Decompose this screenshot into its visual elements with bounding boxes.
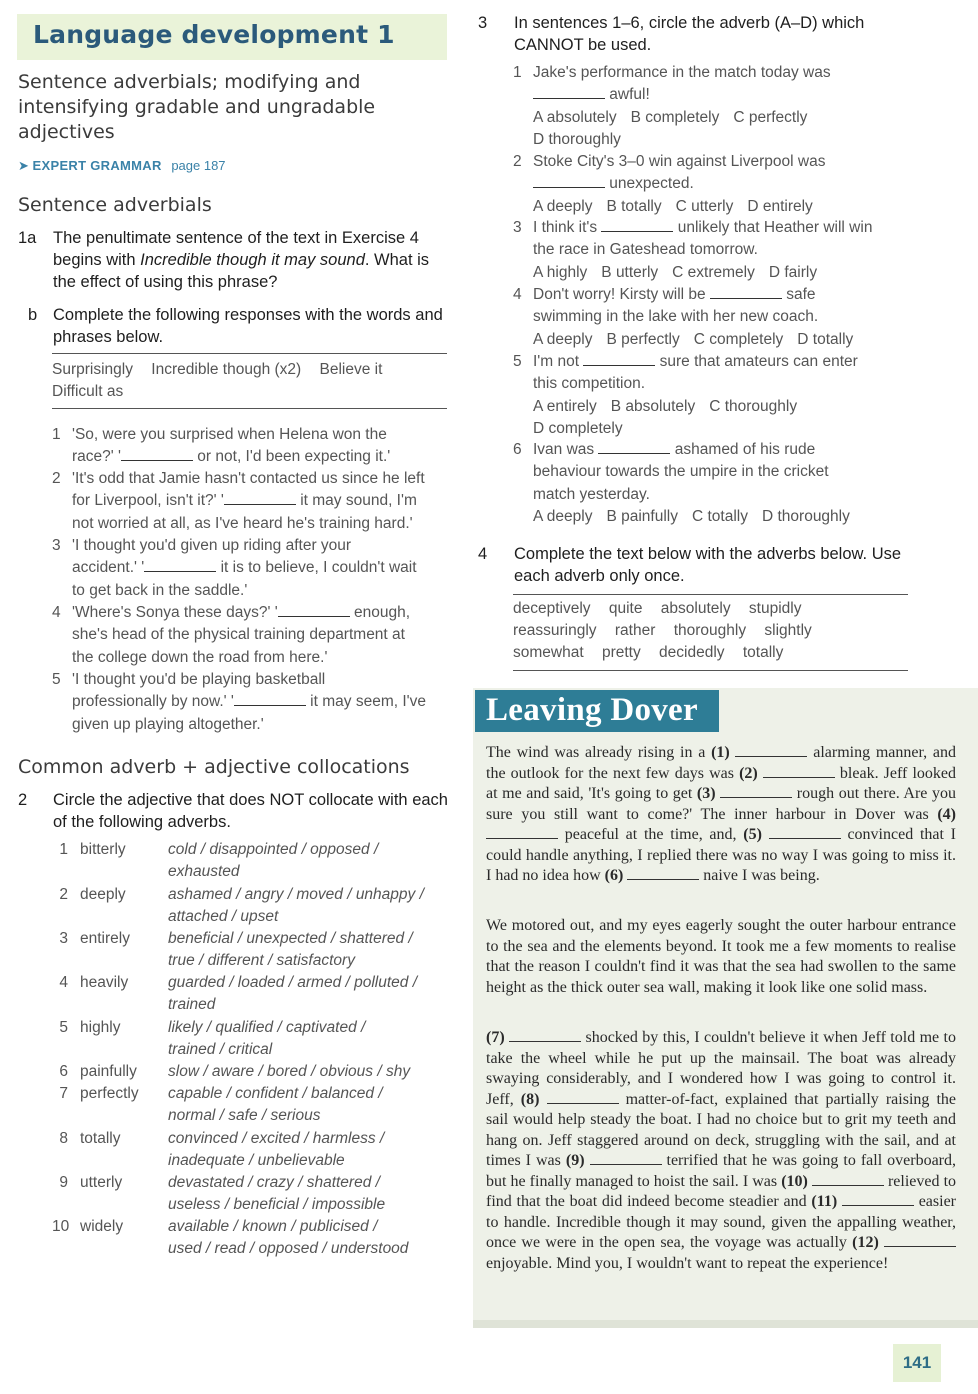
item-line: 'It's odd that Jamie hasn't contacted us since he left bbox=[72, 470, 425, 487]
answer-blank[interactable] bbox=[224, 490, 296, 505]
answer-option[interactable]: B completely bbox=[630, 108, 720, 126]
adjective-options[interactable] bbox=[168, 928, 438, 973]
item-text bbox=[533, 439, 864, 528]
exercise-1a bbox=[18, 227, 448, 293]
item-line: professionally by now.' ' bbox=[72, 693, 234, 711]
answer-option[interactable]: B perfectly bbox=[606, 330, 680, 348]
adverb: utterly bbox=[80, 1174, 123, 1191]
item-line: Don't worry! Kirsty will be bbox=[533, 286, 710, 303]
answer-option[interactable]: C utterly bbox=[675, 197, 734, 215]
exercise-1b bbox=[28, 304, 448, 348]
exercise-1a-number: 1a bbox=[18, 229, 37, 247]
adverb: deeply bbox=[80, 886, 126, 903]
page-number: 141 bbox=[893, 1344, 941, 1382]
word-chip: Incredible though (x2) bbox=[151, 361, 302, 378]
answer-option[interactable]: D fairly bbox=[768, 263, 818, 281]
options-row bbox=[533, 420, 637, 437]
heading-sentence-adverbials: Sentence adverbials bbox=[18, 194, 212, 216]
ex1a-italic: Incredible though it may sound bbox=[140, 251, 365, 269]
adjective-line: slow / aware / bored / obvious / shy bbox=[168, 1063, 411, 1080]
word-chip: absolutely bbox=[660, 600, 731, 617]
item-line: the race in Gateshead tomorrow. bbox=[533, 241, 758, 259]
adjective-line: available / known / publicised / bbox=[168, 1218, 378, 1235]
list-item bbox=[52, 468, 452, 535]
item-number: 4 bbox=[513, 286, 522, 303]
adjective-line: trained / critical bbox=[168, 1041, 273, 1059]
row-number: 5 bbox=[59, 1019, 68, 1036]
word-chip: stupidly bbox=[748, 600, 802, 617]
gap-number: (7) bbox=[486, 1029, 505, 1046]
adverb: painfully bbox=[80, 1063, 137, 1080]
answer-blank[interactable] bbox=[710, 284, 782, 299]
item-line: to get back in the saddle.' bbox=[72, 581, 248, 599]
answer-blank[interactable] bbox=[533, 173, 605, 188]
item-text bbox=[72, 424, 390, 469]
answer-option[interactable]: C extremely bbox=[672, 263, 755, 281]
expert-grammar-label: EXPERT GRAMMAR bbox=[32, 158, 162, 173]
answer-blank[interactable] bbox=[121, 446, 193, 461]
adjective-options[interactable] bbox=[168, 884, 438, 929]
answer-option[interactable]: C completely bbox=[693, 330, 784, 348]
adjective-options[interactable] bbox=[168, 1061, 438, 1083]
word-chip: Surprisingly bbox=[52, 361, 133, 378]
exercise-3-number: 3 bbox=[478, 14, 488, 32]
adverb: totally bbox=[80, 1130, 121, 1147]
adjective-line: normal / safe / serious bbox=[168, 1107, 321, 1125]
item-line: ashamed of his rude bbox=[670, 441, 816, 458]
answer-option[interactable]: D completely bbox=[533, 419, 623, 437]
answer-blank[interactable] bbox=[601, 217, 673, 232]
row-number: 10 bbox=[52, 1218, 70, 1235]
collocation-row bbox=[52, 1216, 452, 1260]
item-line: swimming in the lake with her new coach. bbox=[533, 308, 819, 326]
item-number: 2 bbox=[52, 470, 61, 487]
adjective-line: attached / upset bbox=[168, 908, 279, 926]
gap-number: (3) bbox=[696, 785, 716, 802]
item-text bbox=[533, 351, 858, 440]
adjective-line: ashamed / angry / moved / unhappy / bbox=[168, 886, 424, 903]
adverb: widely bbox=[80, 1218, 124, 1235]
gap-blank[interactable] bbox=[763, 765, 835, 778]
item-number: 3 bbox=[513, 219, 522, 236]
gap-blank[interactable] bbox=[769, 826, 841, 839]
exercise-2 bbox=[18, 789, 448, 833]
gap-blank[interactable] bbox=[627, 867, 699, 880]
item-text bbox=[72, 602, 410, 669]
list-item bbox=[52, 669, 452, 736]
list-item bbox=[52, 424, 452, 468]
word-box-row-1 bbox=[52, 359, 396, 381]
gap-blank[interactable] bbox=[812, 1173, 884, 1186]
word-box-bottom-rule bbox=[52, 408, 447, 409]
exercise-4-number: 4 bbox=[478, 545, 488, 563]
expert-grammar-reference[interactable] bbox=[18, 158, 226, 174]
row-number: 4 bbox=[59, 974, 68, 991]
item-line: not worried at all, as I've heard he's training hard.' bbox=[72, 514, 413, 532]
exercise-4-instruction: Complete the text below with the adverbs below. Use each adverb only once. bbox=[514, 545, 902, 585]
item-text bbox=[533, 62, 831, 151]
story-text: rough out there. Are you sure you still want to come?' The inner harbour in Dover was bbox=[486, 785, 956, 823]
adjective-options[interactable] bbox=[168, 972, 438, 1017]
adjective-line: trained bbox=[168, 996, 216, 1014]
item-text bbox=[72, 669, 426, 736]
adjective-options[interactable] bbox=[168, 1128, 438, 1173]
adjective-options[interactable] bbox=[168, 839, 438, 884]
row-number: 7 bbox=[59, 1085, 68, 1102]
item-number: 2 bbox=[513, 153, 522, 170]
row-number: 6 bbox=[59, 1063, 68, 1080]
word-box-4-top-rule bbox=[513, 594, 908, 595]
item-line: unlikely that Heather will win bbox=[673, 219, 873, 236]
collocation-row bbox=[52, 884, 452, 928]
word-chip: slightly bbox=[764, 622, 812, 639]
word-box-row-2 bbox=[52, 381, 396, 403]
item-line: this competition. bbox=[533, 375, 645, 393]
gap-blank[interactable] bbox=[884, 1234, 956, 1247]
item-line: behaviour towards the umpire in the cricket bbox=[533, 463, 829, 481]
options-row bbox=[533, 331, 867, 348]
answer-option[interactable]: A absolutely bbox=[533, 108, 617, 126]
item-line: awful! bbox=[605, 86, 650, 104]
heading-collocations: Common adverb + adjective collocations bbox=[18, 756, 410, 778]
options-row bbox=[533, 398, 811, 415]
item-text bbox=[533, 217, 872, 284]
word-chip: pretty bbox=[601, 644, 641, 661]
word-chip: quite bbox=[608, 600, 643, 617]
gap-number: (2) bbox=[739, 764, 758, 782]
word-chip: reassuringly bbox=[513, 622, 597, 639]
item-text bbox=[72, 468, 425, 535]
collocation-row bbox=[52, 1128, 452, 1172]
expert-grammar-page: page 187 bbox=[171, 158, 226, 173]
word-chip: deceptively bbox=[513, 600, 591, 617]
exercise-1b-number: b bbox=[28, 306, 38, 324]
story-text: relieved to find that the boat did indeed become steadier and bbox=[486, 1172, 957, 1210]
item-line: it is to believe, I couldn't wait bbox=[216, 559, 417, 577]
story-paragraph-3 bbox=[486, 1028, 956, 1274]
ex1a-pre: The penultimate sentence of the text in Exercise 4 begins with bbox=[53, 229, 419, 269]
story-text: shocked by this, I couldn't believe it when Jeff told me to take the wheel while he put up the mainsail. The boat was already swaying considerably, and I wondered how I was going to control it. Jeff, bbox=[486, 1029, 956, 1108]
chevron-right-icon: ➤ bbox=[18, 158, 29, 173]
ex1a-post: . What is the effect of using this phrase? bbox=[53, 251, 430, 291]
adverb: bitterly bbox=[80, 841, 126, 858]
story-text: The wind was already rising in a bbox=[486, 744, 712, 761]
item-line: the college down the road from here.' bbox=[72, 648, 328, 666]
story-panel-shadow bbox=[473, 1320, 978, 1328]
word-box-4 bbox=[513, 598, 826, 664]
item-line: match yesterday. bbox=[533, 485, 650, 503]
gap-number: (10) bbox=[781, 1172, 808, 1190]
answer-blank[interactable] bbox=[598, 439, 670, 454]
item-line: sure that amateurs can enter bbox=[655, 353, 858, 370]
item-number: 3 bbox=[52, 537, 61, 554]
item-line: Stoke City's 3–0 win against Liverpool was bbox=[533, 153, 826, 170]
word-chip: Difficult as bbox=[52, 383, 124, 400]
options-row bbox=[533, 109, 821, 126]
word-box-top-rule bbox=[52, 353, 447, 354]
answer-option[interactable]: D totally bbox=[797, 330, 854, 348]
item-line: given up playing altogether.' bbox=[72, 715, 264, 733]
gap-blank[interactable] bbox=[509, 1029, 581, 1042]
gap-blank[interactable] bbox=[547, 1091, 619, 1104]
item-line: 'So, were you surprised when Helena won the bbox=[72, 426, 387, 443]
item-text bbox=[533, 284, 867, 351]
answer-option[interactable]: C totally bbox=[691, 507, 748, 525]
exercise-4 bbox=[478, 543, 908, 587]
answer-blank[interactable] bbox=[144, 557, 216, 572]
title-band bbox=[17, 14, 447, 60]
item-line: I'm not bbox=[533, 353, 584, 370]
row-number: 9 bbox=[59, 1174, 68, 1191]
item-line: for Liverpool, isn't it?' ' bbox=[72, 492, 224, 510]
gap-number: (8) bbox=[520, 1090, 540, 1108]
exercise-2-instruction: Circle the adjective that does NOT collocate with each of the following adverbs. bbox=[53, 791, 448, 831]
item-line: 'I thought you'd given up riding after your bbox=[72, 537, 352, 554]
story-text: enjoyable. Mind you, I wouldn't want to repeat the experience! bbox=[486, 1254, 889, 1272]
word-chip: thoroughly bbox=[673, 622, 747, 639]
answer-option[interactable]: D entirely bbox=[747, 197, 813, 215]
story-text: alarming manner, and the outlook for the next few days was bbox=[486, 744, 957, 782]
section-subtitle: Sentence adverbials; modifying and intensifying gradable and ungradable adjectives bbox=[18, 71, 376, 143]
adverb: entirely bbox=[80, 930, 130, 947]
collocation-row bbox=[52, 1083, 452, 1127]
exercise-1a-instruction bbox=[53, 227, 448, 293]
word-chip: rather bbox=[614, 622, 656, 639]
item-number: 6 bbox=[513, 441, 522, 458]
adjective-line: guarded / loaded / armed / polluted / bbox=[168, 974, 418, 991]
answer-option[interactable]: B absolutely bbox=[610, 397, 696, 415]
word-box-4-row-3 bbox=[513, 642, 826, 664]
item-line: 'I thought you'd be playing basketball bbox=[72, 671, 326, 688]
item-line: race?' ' bbox=[72, 448, 121, 466]
item-number: 1 bbox=[513, 64, 522, 81]
options-row bbox=[533, 198, 827, 215]
list-item bbox=[52, 602, 452, 669]
story-title: Leaving Dover bbox=[486, 692, 698, 728]
gap-number: (6) bbox=[604, 867, 624, 884]
story-text: terrified that he was going to fall overboard, but he finally managed to hoist the sail. I was bbox=[486, 1152, 957, 1190]
row-number: 2 bbox=[59, 886, 68, 903]
adjective-line: cold / disappointed / opposed / bbox=[168, 841, 379, 858]
gap-number: (5) bbox=[743, 826, 762, 843]
collocation-row bbox=[52, 1017, 452, 1061]
answer-blank[interactable] bbox=[278, 602, 350, 617]
story-text: bleak. Jeff looked at me and said, 'It's going to get bbox=[486, 764, 957, 802]
adjective-line: true / different / satisfactory bbox=[168, 952, 355, 970]
item-line: Jake's performance in the match today was bbox=[533, 64, 831, 81]
answer-option[interactable]: A entirely bbox=[533, 397, 597, 415]
story-text: naive I was being. bbox=[699, 867, 820, 884]
answer-blank[interactable] bbox=[533, 84, 605, 99]
exercise-2-number: 2 bbox=[18, 791, 28, 809]
answer-option[interactable]: D thoroughly bbox=[533, 130, 621, 148]
word-box-4-row-2 bbox=[513, 620, 826, 642]
adjective-line: used / read / opposed / understood bbox=[168, 1240, 409, 1258]
collocation-row bbox=[52, 972, 452, 1016]
adjective-line: exhausted bbox=[168, 863, 240, 881]
options-row bbox=[533, 508, 864, 525]
gap-blank[interactable] bbox=[590, 1152, 662, 1165]
row-number: 3 bbox=[59, 930, 68, 947]
answer-option[interactable]: B utterly bbox=[601, 263, 659, 281]
item-text bbox=[533, 151, 827, 218]
story-paragraph-2: We motored out, and my eyes eagerly sought the outer harbour entrance to the sea and the elements beyond. It took me a few moments to realise that the reason I couldn't find it was that the sea had swollen to the same height as the thick outer sea wall, making it look like one solid mass. bbox=[486, 917, 956, 996]
collocation-row bbox=[52, 839, 452, 883]
gap-blank[interactable] bbox=[735, 744, 807, 757]
exercise-1b-instruction: Complete the following responses with the words and phrases below. bbox=[53, 306, 443, 346]
story-paragraph-1 bbox=[486, 743, 956, 887]
adverb: perfectly bbox=[80, 1085, 139, 1102]
item-number: 1 bbox=[52, 426, 61, 443]
list-item bbox=[52, 535, 452, 602]
collocation-row bbox=[52, 928, 452, 972]
item-line: Ivan was bbox=[533, 441, 599, 458]
adjective-options[interactable] bbox=[168, 1216, 438, 1261]
gap-number: (11) bbox=[811, 1193, 838, 1210]
item-line: unexpected. bbox=[605, 175, 694, 193]
gap-blank[interactable] bbox=[486, 826, 558, 839]
answer-blank[interactable] bbox=[583, 351, 655, 366]
options-row bbox=[533, 131, 635, 148]
item-line: safe bbox=[781, 286, 816, 303]
answer-option[interactable]: C perfectly bbox=[733, 108, 808, 126]
adjective-line: inadequate / unbelievable bbox=[168, 1152, 345, 1170]
adjective-line: useless / beneficial / impossible bbox=[168, 1196, 386, 1214]
adverb: highly bbox=[80, 1019, 121, 1036]
item-number: 5 bbox=[52, 671, 61, 688]
list-item bbox=[513, 439, 913, 529]
adjective-options[interactable] bbox=[168, 1017, 438, 1062]
row-number: 8 bbox=[59, 1130, 68, 1147]
adjective-line: convinced / excited / harmless / bbox=[168, 1130, 385, 1147]
page-title: Language development 1 bbox=[33, 20, 395, 49]
gap-number: (9) bbox=[565, 1152, 585, 1169]
word-box-4-bottom-rule bbox=[513, 670, 908, 671]
item-line: she's head of the physical training department at bbox=[72, 626, 405, 644]
row-number: 1 bbox=[59, 841, 68, 858]
answer-option[interactable]: C thoroughly bbox=[709, 397, 798, 415]
answer-option[interactable]: A deeply bbox=[533, 197, 593, 215]
adjective-options[interactable] bbox=[168, 1083, 438, 1128]
item-number: 5 bbox=[513, 353, 522, 370]
list-item bbox=[513, 351, 913, 441]
item-line: it may sound, I'm bbox=[295, 492, 417, 510]
story-text: matter-of-fact, explained that partially raising the sail would help steady the boat. I had no choice but to grit my teeth and hang on. Jeff staggered around on deck, struggling with the sail, and at times I was bbox=[486, 1090, 956, 1169]
gap-number: (12) bbox=[852, 1234, 879, 1251]
gap-blank[interactable] bbox=[720, 785, 792, 798]
story-title-band bbox=[475, 690, 719, 732]
collocation-row bbox=[52, 1172, 452, 1216]
word-chip: somewhat bbox=[513, 644, 584, 661]
adjective-line: devastated / crazy / shattered / bbox=[168, 1174, 380, 1191]
gap-number: (1) bbox=[711, 744, 730, 761]
word-chip: totally bbox=[742, 644, 784, 661]
item-line: 'Where's Sonya these days?' ' bbox=[72, 604, 278, 621]
story-text: easier to handle. Incredible though it may sound, given the appalling weather, once we were in the open sea, the voyage was actually bbox=[486, 1193, 957, 1251]
answer-option[interactable]: A highly bbox=[533, 263, 588, 281]
item-line: enough, bbox=[349, 604, 411, 621]
answer-blank[interactable] bbox=[234, 691, 306, 706]
gap-number: (4) bbox=[937, 805, 956, 823]
item-line: accident.' ' bbox=[72, 559, 145, 577]
word-box-1b bbox=[52, 359, 396, 403]
word-chip: Believe it bbox=[319, 361, 383, 378]
answer-option[interactable]: A deeply bbox=[533, 330, 593, 348]
exercise-3-instruction: In sentences 1–6, circle the adverb (A–D) which CANNOT be used. bbox=[514, 14, 865, 54]
answer-option[interactable]: A deeply bbox=[533, 507, 593, 525]
answer-option[interactable]: B totally bbox=[606, 197, 662, 215]
adjective-options[interactable] bbox=[168, 1172, 438, 1217]
word-chip: decidedly bbox=[659, 644, 725, 661]
story-text: peaceful at the time, and, bbox=[558, 826, 744, 843]
adjective-line: likely / qualified / captivated / bbox=[168, 1019, 366, 1036]
gap-blank[interactable] bbox=[842, 1193, 914, 1206]
answer-option[interactable]: B painfully bbox=[606, 507, 678, 525]
list-item bbox=[513, 62, 913, 152]
adjective-line: capable / confident / balanced / bbox=[168, 1085, 383, 1102]
word-box-4-row-1 bbox=[513, 598, 826, 620]
exercise-3 bbox=[478, 12, 908, 56]
item-number: 4 bbox=[52, 604, 61, 621]
item-line: it may seem, I've bbox=[305, 693, 426, 711]
story-text: convinced that I could handle anything, I replied there was no way I was going to miss it. I had no idea how bbox=[486, 826, 957, 884]
adverb: heavily bbox=[80, 974, 129, 991]
answer-option[interactable]: D thoroughly bbox=[761, 507, 850, 525]
adjective-line: beneficial / unexpected / shattered / bbox=[168, 930, 413, 947]
item-text bbox=[72, 535, 417, 602]
item-line: or not, I'd been expecting it.' bbox=[193, 448, 391, 466]
options-row bbox=[533, 264, 831, 281]
item-line: I think it's bbox=[533, 219, 602, 236]
